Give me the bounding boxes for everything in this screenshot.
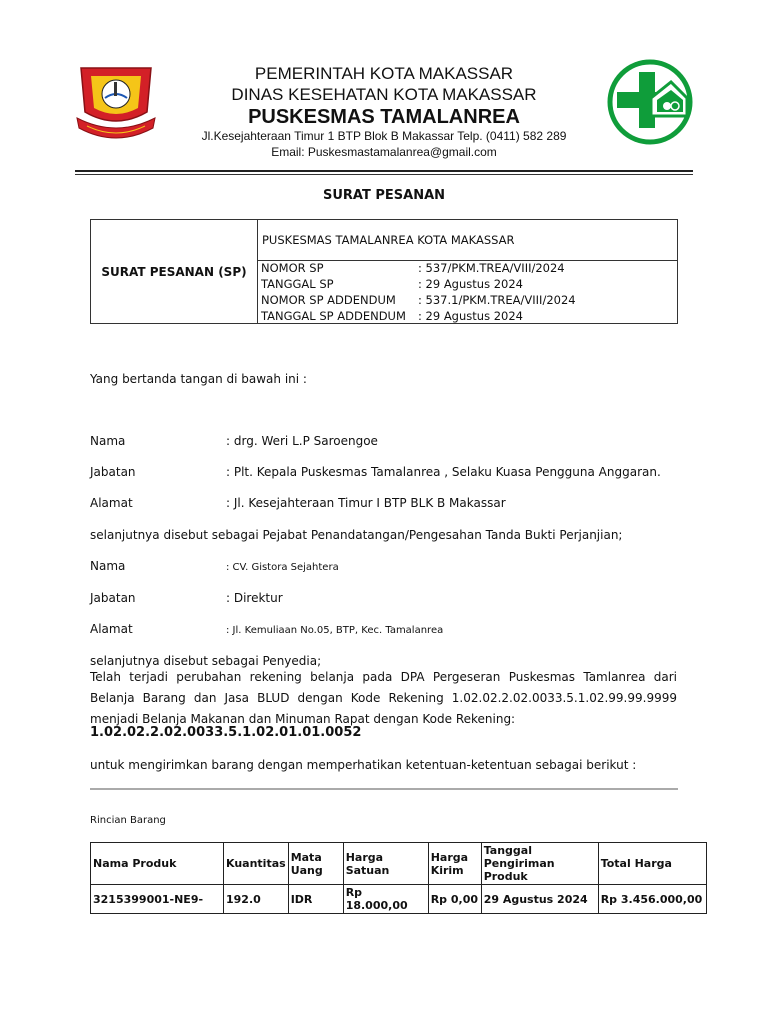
sp-row xyxy=(261,277,523,291)
sp-row-label: NOMOR SP ADDENDUM xyxy=(261,293,396,307)
cell-shipping: Rp 0,00 xyxy=(428,885,481,914)
rincian-label: Rincian Barang xyxy=(90,815,166,826)
party2-name: : CV. Gistora Sejahtera xyxy=(226,562,339,573)
sp-organization: PUSKESMAS TAMALANREA KOTA MAKASSAR xyxy=(258,220,677,261)
city-seal-logo xyxy=(73,60,159,146)
party1-position: : Plt. Kepala Puskesmas Tamalanrea , Selaku Kuasa Pengguna Anggaran. xyxy=(226,465,661,479)
sp-row-value: : 537.1/PKM.TREA/VIII/2024 xyxy=(418,293,576,307)
account-change-paragraph: Telah terjadi perubahan rekening belanja pada DPA Pergeseran Puskesmas Tamlanrea dari Belanja Barang dan Jasa BLUD dengan Kode Rekening 1.02.02.2.02.0033.5.1.02.99.99.9999 menjadi Belanja Makanan dan Minuman Rapat dengan Kode Rekening: xyxy=(90,670,677,726)
header-address: Jl.Kesejahteraan Timur 1 BTP Blok B Makassar Telp. (0411) 582 289 xyxy=(201,129,567,143)
sp-row xyxy=(261,261,565,275)
party1-position-label: Jabatan xyxy=(90,465,136,479)
party2-address-label: Alamat xyxy=(90,622,133,636)
party1-note: selanjutnya disebut sebagai Pejabat Penandatangan/Pengesahan Tanda Bukti Perjanjian; xyxy=(90,528,623,542)
header-email: Email: Puskesmastamalanrea@gmail.com xyxy=(271,145,497,159)
col-header: Harga Satuan xyxy=(343,843,428,885)
sp-info-box xyxy=(90,219,678,324)
party1-name-label: Nama xyxy=(90,434,126,448)
party1-address: : Jl. Kesejahteraan Timur I BTP BLK B Makassar xyxy=(226,496,506,510)
col-header: Harga Kirim xyxy=(428,843,481,885)
header-divider-thin xyxy=(75,174,693,175)
sp-row-value: : 29 Agustus 2024 xyxy=(418,309,523,323)
table-header-row xyxy=(91,843,707,885)
col-header: Nama Produk xyxy=(91,843,224,885)
sp-row xyxy=(261,309,523,323)
party2-note: selanjutnya disebut sebagai Penyedia; xyxy=(90,654,322,668)
col-header: Kuantitas xyxy=(224,843,289,885)
section-divider xyxy=(90,788,678,790)
party1-address-label: Alamat xyxy=(90,496,133,510)
party2-position: : Direktur xyxy=(226,591,283,605)
col-header: Tanggal Pengiriman Produk xyxy=(481,843,598,885)
sp-row-label: TANGGAL SP xyxy=(261,277,334,291)
document-title: SURAT PESANAN xyxy=(322,188,446,203)
sp-row xyxy=(261,293,576,307)
new-account-code: 1.02.02.2.02.0033.5.1.02.01.01.0052 xyxy=(90,725,362,740)
sp-row-label: NOMOR SP xyxy=(261,261,324,275)
sp-row-value: : 537/PKM.TREA/VIII/2024 xyxy=(418,261,565,275)
sp-left-label: SURAT PESANAN (SP) xyxy=(91,220,258,323)
intro-text: Yang bertanda tangan di bawah ini : xyxy=(90,372,307,386)
cell-currency: IDR xyxy=(288,885,343,914)
sp-row-value: : 29 Agustus 2024 xyxy=(418,277,523,291)
party2-position-label: Jabatan xyxy=(90,591,136,605)
cell-product: 3215399001-NE9- xyxy=(91,885,224,914)
cell-total: Rp 3.456.000,00 xyxy=(598,885,706,914)
header-department: DINAS KESEHATAN KOTA MAKASSAR xyxy=(231,85,537,104)
cell-unit-price: Rp 18.000,00 xyxy=(343,885,428,914)
col-header: Mata Uang xyxy=(288,843,343,885)
puskesmas-logo xyxy=(605,58,695,146)
header-puskesmas: PUSKESMAS TAMALANREA xyxy=(248,106,520,128)
header-divider xyxy=(75,170,693,172)
header-government: PEMERINTAH KOTA MAKASSAR xyxy=(254,64,514,83)
party2-name-label: Nama xyxy=(90,559,126,573)
party1-name: : drg. Weri L.P Saroengoe xyxy=(226,434,378,448)
party2-address: : Jl. Kemuliaan No.05, BTP, Kec. Tamalanrea xyxy=(226,625,444,636)
col-header: Total Harga xyxy=(598,843,706,885)
instruction-text: untuk mengirimkan barang dengan memperhatikan ketentuan-ketentuan sebagai berikut : xyxy=(90,758,637,772)
table-row xyxy=(91,885,707,914)
cell-ship-date: 29 Agustus 2024 xyxy=(481,885,598,914)
items-table xyxy=(90,842,707,914)
sp-row-label: TANGGAL SP ADDENDUM xyxy=(261,309,406,323)
cell-quantity: 192.0 xyxy=(224,885,289,914)
